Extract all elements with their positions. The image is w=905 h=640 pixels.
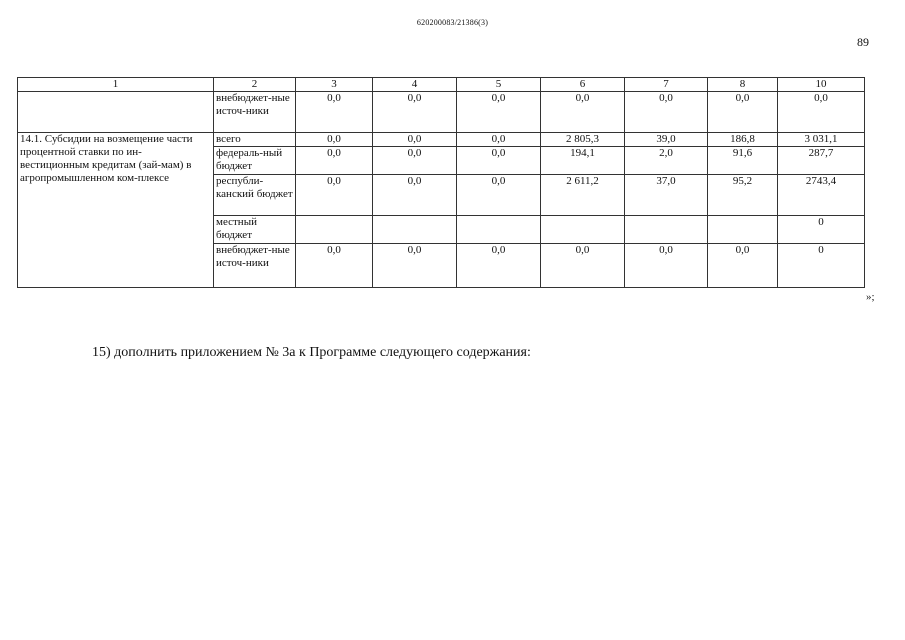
value-cell: 37,0 [625,175,708,216]
value-cell: 0,0 [296,244,373,288]
value-cell: 0,0 [373,133,457,147]
value-cell: 186,8 [708,133,778,147]
value-cell [296,216,373,244]
empty-cell [18,92,214,133]
funding-source: федераль-ный бюджет [214,147,296,175]
value-cell [708,216,778,244]
column-header: 10 [778,78,865,92]
value-cell: 0,0 [296,92,373,133]
table-header-row [18,78,865,92]
value-cell: 0,0 [625,244,708,288]
value-cell [541,216,625,244]
value-cell: 0,0 [457,244,541,288]
column-header: 5 [457,78,541,92]
value-cell: 0,0 [457,147,541,175]
value-cell: 2743,4 [778,175,865,216]
value-cell: 194,1 [541,147,625,175]
column-header: 2 [214,78,296,92]
value-cell: 0,0 [457,175,541,216]
column-header: 6 [541,78,625,92]
value-cell: 0,0 [373,147,457,175]
funding-source: республи-канский бюджет [214,175,296,216]
value-cell: 0,0 [373,244,457,288]
value-cell: 0,0 [778,92,865,133]
value-cell [625,216,708,244]
value-cell: 0,0 [373,92,457,133]
value-cell: 0,0 [541,244,625,288]
column-header: 3 [296,78,373,92]
value-cell: 0,0 [457,92,541,133]
amendment-instruction: 15) дополнить приложением № 3а к Программе следующего содержания: [92,345,531,360]
table-row [18,133,865,147]
table-row [18,92,865,133]
column-header: 8 [708,78,778,92]
column-header: 1 [18,78,214,92]
funding-source: внебюджет-ные источ-ники [214,244,296,288]
value-cell: 91,6 [708,147,778,175]
value-cell: 95,2 [708,175,778,216]
value-cell: 0,0 [296,175,373,216]
value-cell: 2,0 [625,147,708,175]
value-cell [457,216,541,244]
document-code: 620200083/21386(3) [416,18,489,27]
column-header: 4 [373,78,457,92]
value-cell: 3 031,1 [778,133,865,147]
value-cell: 39,0 [625,133,708,147]
value-cell: 0,0 [541,92,625,133]
value-cell: 2 611,2 [541,175,625,216]
value-cell: 0,0 [708,244,778,288]
value-cell [373,216,457,244]
column-header: 7 [625,78,708,92]
value-cell: 0,0 [373,175,457,216]
value-cell: 0,0 [296,147,373,175]
program-table [17,77,865,288]
page-number: 89 [857,35,869,49]
value-cell: 287,7 [778,147,865,175]
value-cell: 0,0 [296,133,373,147]
closing-quote: »; [866,291,875,303]
value-cell: 0 [778,216,865,244]
value-cell: 0,0 [708,92,778,133]
funding-source: местный бюджет [214,216,296,244]
value-cell: 2 805,3 [541,133,625,147]
funding-source: всего [214,133,296,147]
value-cell: 0,0 [457,133,541,147]
value-cell: 0,0 [625,92,708,133]
value-cell: 0 [778,244,865,288]
funding-source: внебюджет-ные источ-ники [214,92,296,133]
item-description: 14.1. Субсидии на возмещение части процентной ставки по ин-вестиционным кредитам (зай-мам) в агропромышленном ком-плексе [18,133,214,288]
